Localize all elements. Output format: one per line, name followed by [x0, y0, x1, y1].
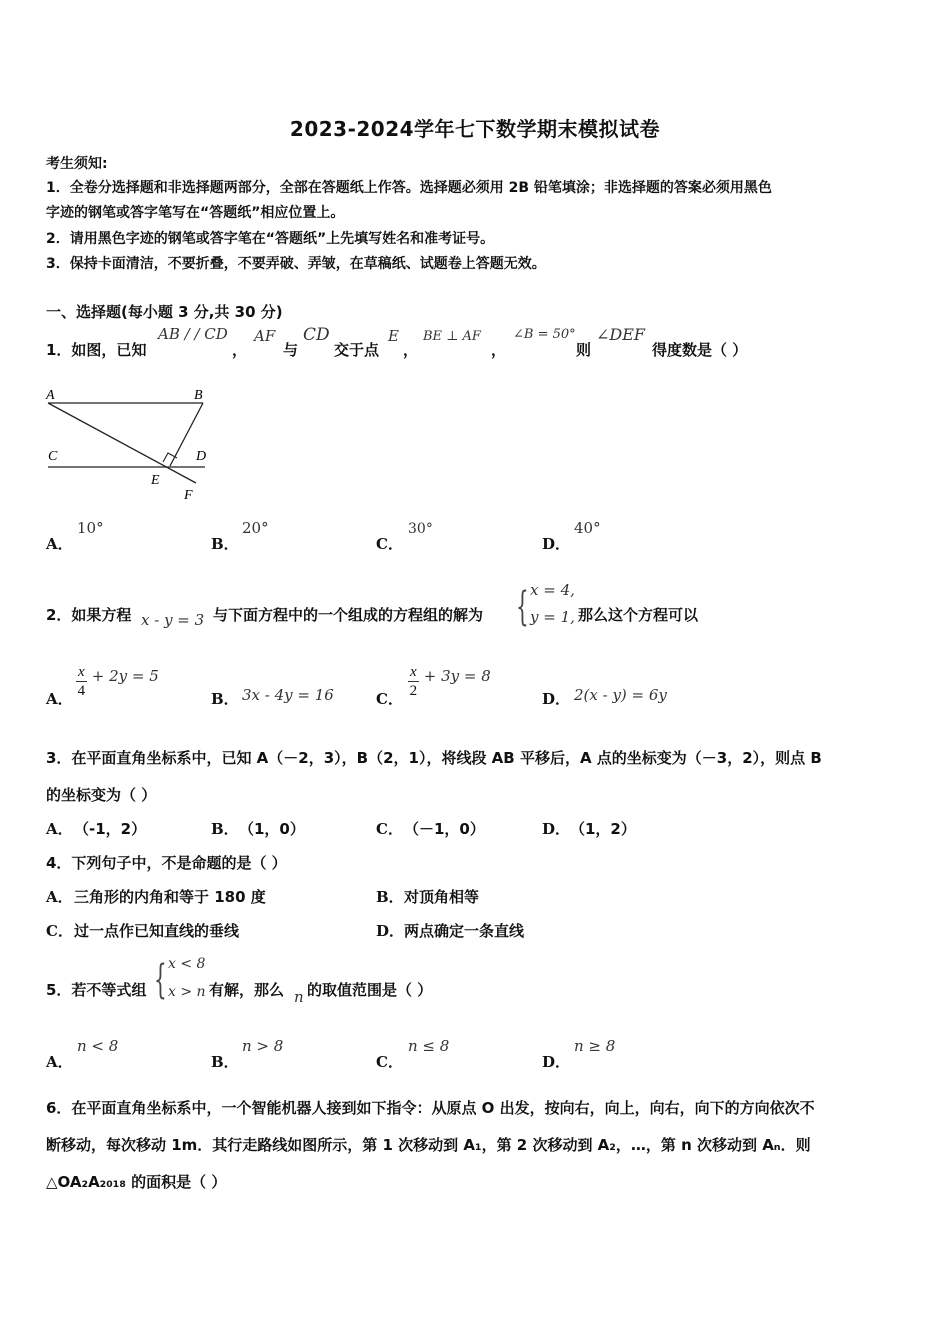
section-heading: 一、选择题(每小题 3 分,共 30 分)	[46, 303, 283, 321]
q3-option-d-value[interactable]: （1，2）	[570, 820, 636, 838]
q5-option-c-value[interactable]: n ≤ 8	[408, 1037, 450, 1055]
q1-yu: 与	[283, 341, 299, 359]
q5-mid: 有解，那么	[209, 981, 285, 999]
q1-option-a-value[interactable]: 10°	[77, 519, 104, 537]
fraction-denominator: 2	[409, 683, 418, 699]
q1-option-d-value[interactable]: 40°	[574, 519, 601, 537]
q5-prefix: 5．若不等式组	[46, 981, 147, 999]
label-b: B	[194, 388, 203, 403]
q2-system-line-2: y = 1,	[530, 608, 575, 626]
q2-option-a-fraction	[76, 663, 87, 700]
q1-expr-perp: BE ⊥ AF	[423, 329, 481, 344]
q3-option-c-letter: C．	[376, 820, 403, 838]
q1-jiao: 交于点	[334, 341, 380, 359]
q2-option-c-value[interactable]	[408, 663, 491, 700]
q1-option-b-letter: B．	[211, 535, 239, 553]
q4-option-b-letter: B．	[376, 888, 404, 906]
page-title: 2023-2024学年七下数学期末模拟试卷	[289, 117, 661, 141]
q1-ze: 则	[576, 341, 592, 359]
q1-expr-e: E	[388, 327, 399, 345]
q1-expr-af: AF	[254, 327, 276, 345]
q5-suffix: 的取值范围是（ ）	[307, 981, 433, 999]
line-af	[48, 403, 196, 483]
q4-option-d-value[interactable]: 两点确定一条直线	[404, 922, 525, 940]
q1-option-a-letter: A．	[46, 535, 73, 553]
q2-option-c-letter: C．	[376, 690, 403, 708]
q5-option-b-letter: B．	[211, 1053, 239, 1071]
q2-option-a-rest: + 2y = 5	[91, 666, 159, 685]
q4-option-a-value[interactable]: 三角形的内角和等于 180 度	[74, 888, 266, 906]
q6-stem-line-1: 6．在平面直角坐标系中，一个智能机器人接到如下指令：从原点 O 出发，按向右，向上，向右，向下的方向依次不	[46, 1099, 815, 1117]
q1-expr-cd: CD	[303, 325, 330, 345]
q1-comma: ，	[232, 341, 248, 359]
q5-var: n	[294, 988, 304, 1006]
q3-option-a-letter: A．	[46, 820, 73, 838]
q3-option-d-letter: D．	[542, 820, 571, 838]
q2-mid: 与下面方程中的一个组成的方程组的解为	[213, 606, 484, 624]
q3-option-a-value[interactable]: （-1，2）	[74, 820, 147, 838]
q5-system-line-1: x < 8	[168, 956, 206, 972]
q1-expr-parallel: AB / / CD	[158, 325, 228, 343]
q2-option-a-value[interactable]	[76, 663, 159, 700]
q1-suffix: 得度数是（ ）	[652, 341, 748, 359]
q3-option-b-letter: B．	[211, 820, 239, 838]
q2-system-line-1: x = 4,	[530, 581, 575, 599]
q3-stem-line-2: 的坐标变为（ ）	[46, 786, 157, 804]
q4-option-c-value[interactable]: 过一点作已知直线的垂线	[74, 922, 240, 940]
label-f: F	[184, 488, 193, 503]
q2-expr: x - y = 3	[141, 611, 205, 629]
q1-prefix: 1．如图，已知	[46, 341, 147, 359]
q2-suffix: 那么这个方程可以	[578, 606, 699, 624]
q2-option-d-value[interactable]: 2(x - y) = 6y	[574, 686, 667, 704]
q5-option-d-value[interactable]: n ≥ 8	[574, 1037, 616, 1055]
q3-option-c-value[interactable]: （－1，0）	[404, 820, 485, 838]
q2-option-b-letter: B．	[211, 690, 239, 708]
q1-comma: ，	[491, 341, 507, 359]
q1-option-d-letter: D．	[542, 535, 571, 553]
notice-line-1b: 字迹的钢笔或答字笔写在“答题纸”相应位置上。	[46, 205, 345, 221]
q1-expr-angle-b: ∠B = 50°	[513, 327, 576, 342]
q1-comma: ，	[403, 341, 419, 359]
q4-option-c-letter: C．	[46, 922, 73, 940]
q2-option-c-fraction	[408, 663, 419, 700]
q1-figure	[42, 383, 222, 508]
q2-option-b-value[interactable]: 3x - 4y = 16	[242, 686, 334, 704]
label-a: A	[46, 388, 55, 403]
q1-expr-angle-def: ∠DEF	[596, 325, 646, 344]
notice-heading: 考生须知:	[46, 156, 108, 172]
label-c: C	[48, 449, 58, 464]
q3-stem-line-1: 3．在平面直角坐标系中，已知 A（－2，3），B（2，1），将线段 AB 平移后，A 点的坐标变为（－3，2），则点 B	[46, 749, 822, 767]
q2-option-c-rest: + 3y = 8	[423, 666, 491, 685]
notice-line-1a: 1．全卷分选择题和非选择题两部分，全部在答题纸上作答。选择题必须用 2B 铅笔填涂；非选择题的答案必须用黑色	[46, 180, 772, 196]
q1-option-c-letter: C．	[376, 535, 403, 553]
fraction-denominator: 4	[77, 683, 86, 699]
q5-system-brace: {	[154, 957, 167, 1003]
q6-stem-line-3: △OA₂A₂₀₁₈ 的面积是（ ）	[46, 1173, 227, 1191]
notice-line-2: 2．请用黑色字迹的钢笔或答字笔在“答题纸”上先填写姓名和准考证号。	[46, 231, 495, 247]
q3-option-b-value[interactable]: （1，0）	[239, 820, 305, 838]
q5-option-a-letter: A．	[46, 1053, 73, 1071]
q1-option-b-value[interactable]: 20°	[242, 519, 269, 537]
q5-system-line-2: x > n	[168, 984, 206, 1000]
label-d: D	[196, 449, 207, 464]
q4-stem: 4．下列句子中，不是命题的是（ ）	[46, 854, 287, 872]
q4-option-a-letter: A．	[46, 888, 73, 906]
fraction-numerator: x	[410, 664, 417, 680]
q4-option-d-letter: D．	[376, 922, 405, 940]
q2-option-a-letter: A．	[46, 690, 73, 708]
q2-prefix: 2．如果方程	[46, 606, 132, 624]
q5-option-b-value[interactable]: n > 8	[242, 1037, 284, 1055]
q2-option-d-letter: D．	[542, 690, 571, 708]
q5-option-a-value[interactable]: n < 8	[77, 1037, 119, 1055]
q6-stem-line-2: 断移动，每次移动 1m．其行走路线如图所示，第 1 次移动到 A₁，第 2 次移动到 A₂，…，第 n 次移动到 Aₙ．则	[46, 1136, 811, 1154]
notice-line-3: 3．保持卡面清洁，不要折叠，不要弄破、弄皱，在草稿纸、试题卷上答题无效。	[46, 256, 546, 272]
fraction-numerator: x	[78, 664, 85, 680]
q5-option-c-letter: C．	[376, 1053, 403, 1071]
q2-system-brace: {	[516, 584, 529, 630]
q4-option-b-value[interactable]: 对顶角相等	[404, 888, 480, 906]
q5-option-d-letter: D．	[542, 1053, 571, 1071]
q1-option-c-value[interactable]: 30°	[408, 521, 433, 537]
label-e: E	[151, 473, 160, 488]
